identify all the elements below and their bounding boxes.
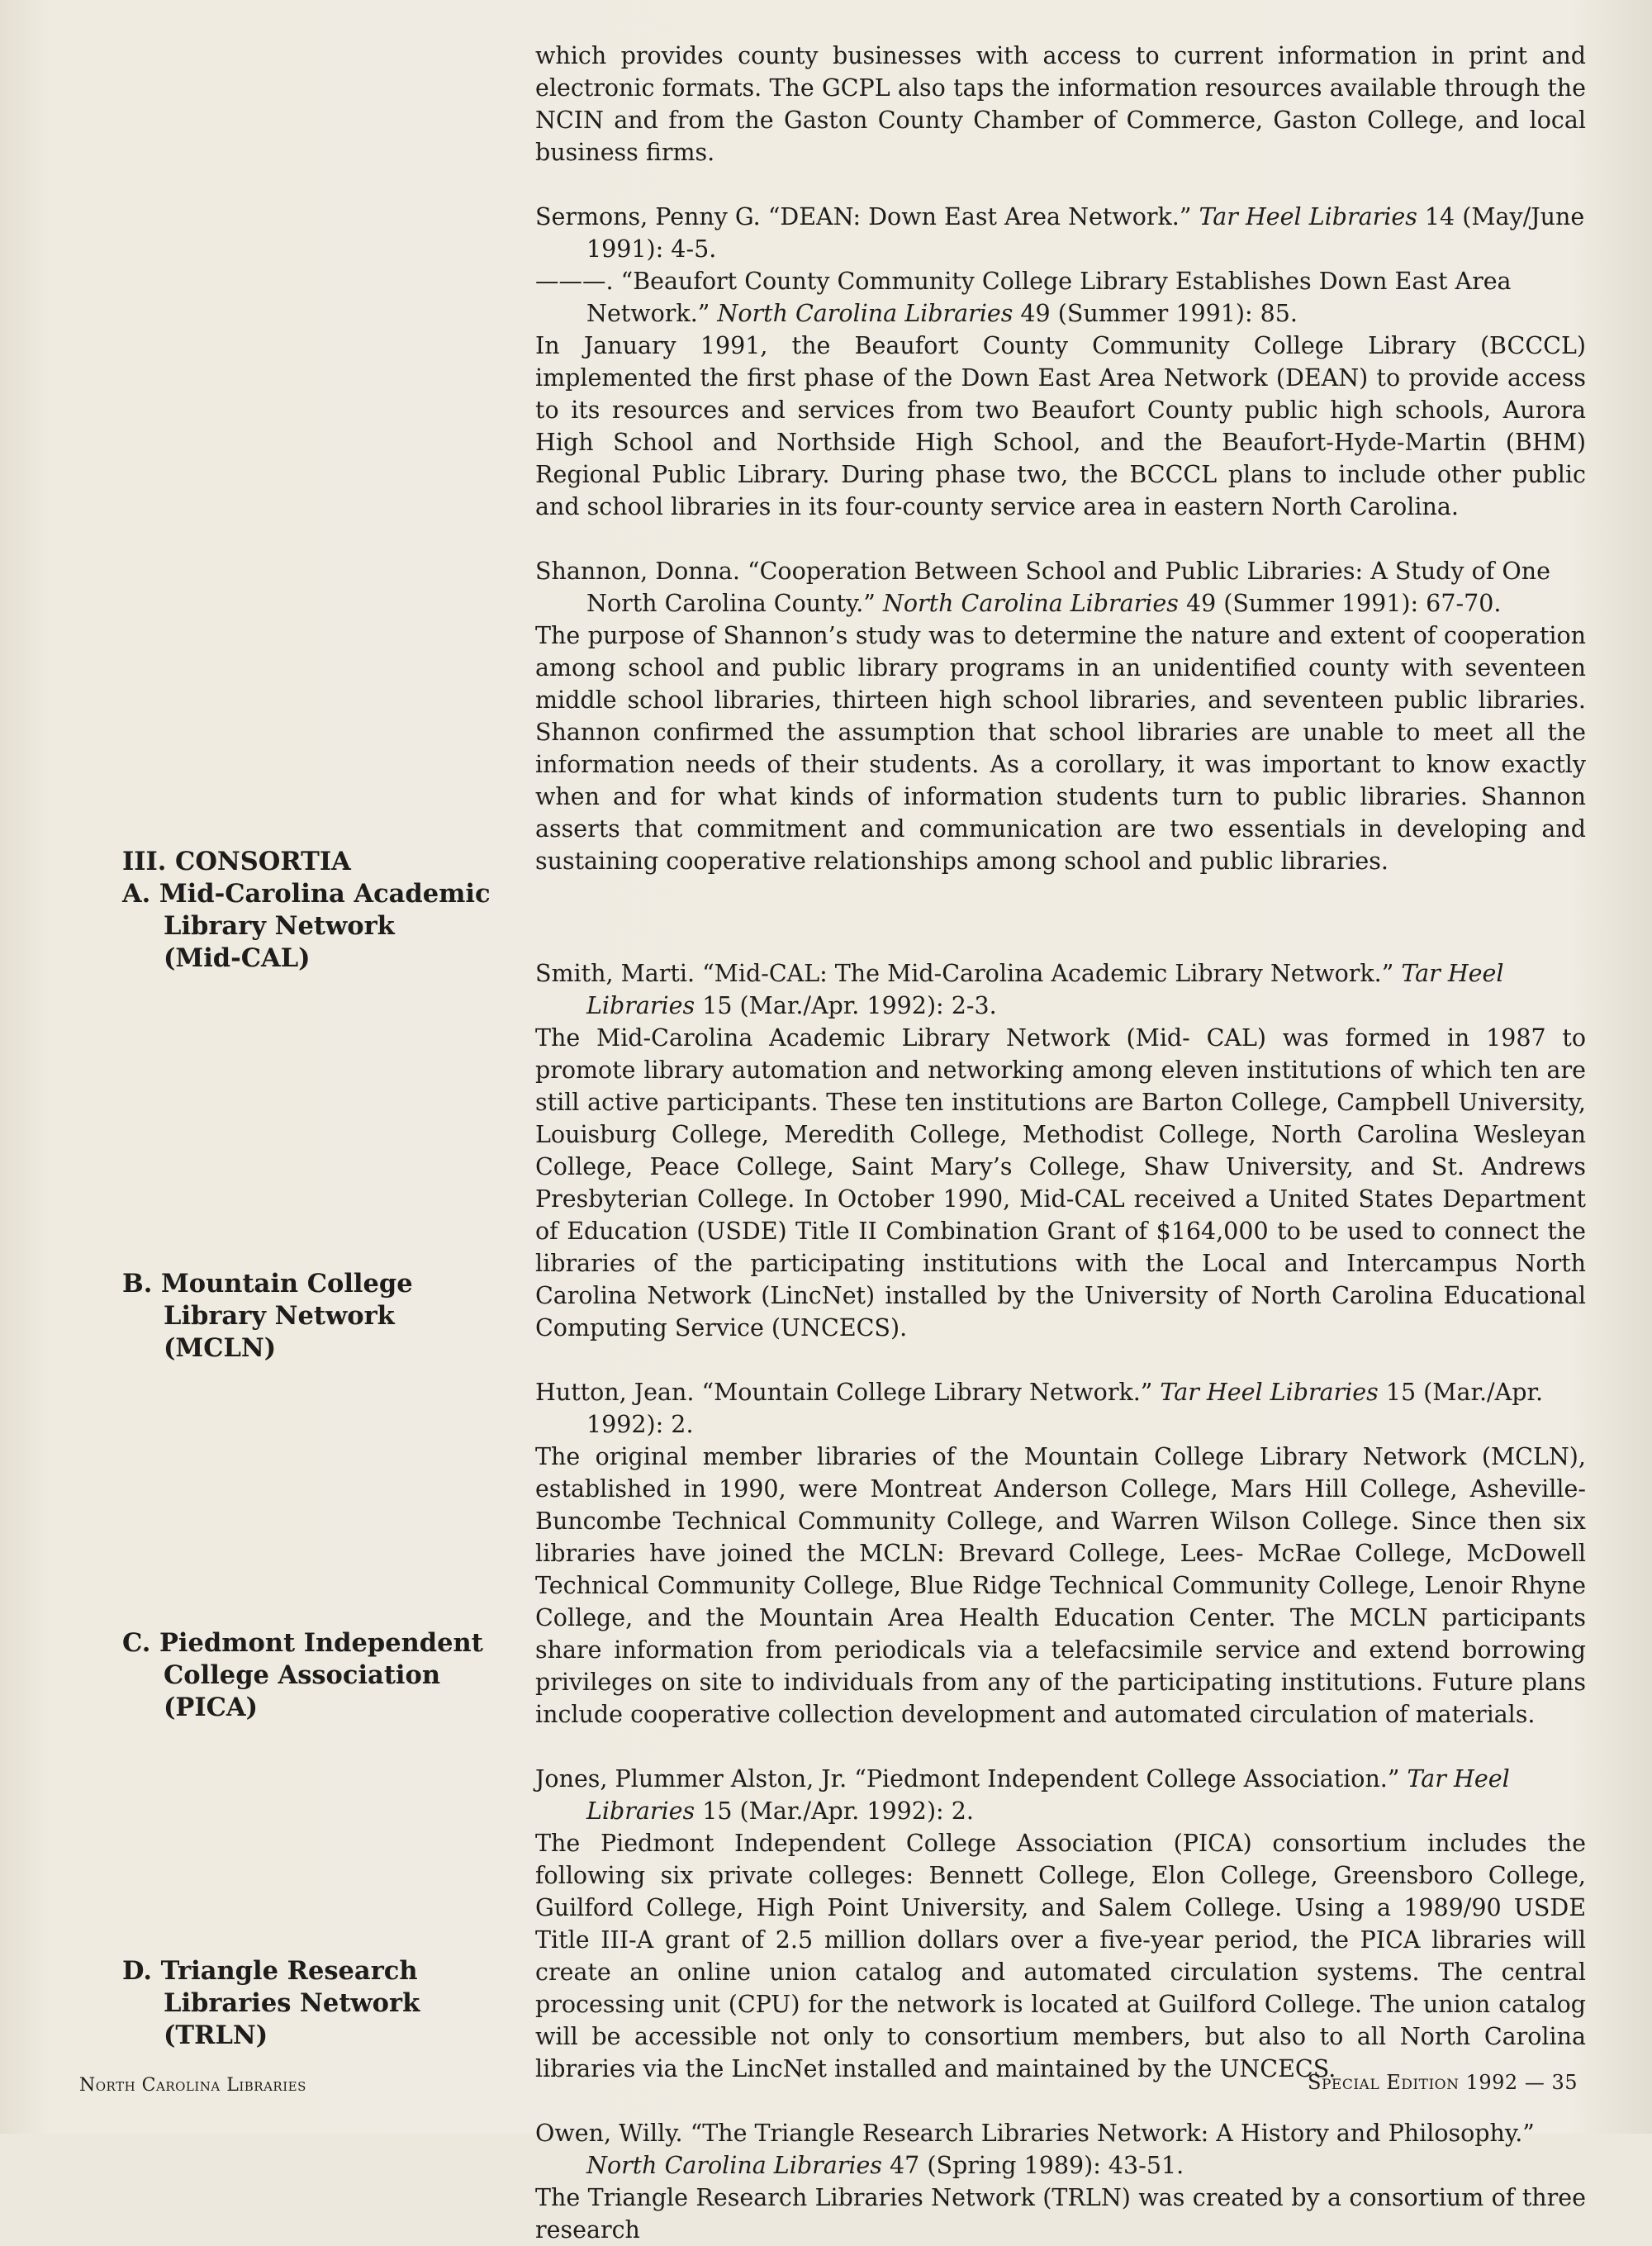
heading-mcln [122,1268,413,1365]
annotation-shannon: The purpose of Shannon’s study was to determine the nature and extent of cooperation among school and public library programs in an unidentified county with seventeen middle school libraries, thirteen high school libraries, and seventeen public libraries. Shannon confirmed the assumption that school libraries are unable to meet all the information needs of their students. As a corollary, it was important to know exactly when and for what kinds of information students turn to public libraries. Shannon asserts that commitment and communication are two essentials in developing and sustaining cooperative relationships among school and public libraries. [535,622,1586,875]
footer-page-info: Special Edition 1992 — 35 [1308,2071,1578,2094]
citation-jones: Jones, Plummer Alston, Jr. “Piedmont Independent College Association.” Tar Heel Libraries 15 (Mar./Apr. 1992): 2. [535,1765,1510,1825]
annotation-sermons: In January 1991, the Beaufort County Community College Library (BCCCL) implemented the first phase of the Down East Area Network (DEAN) to provide access to its resources and services from two Beaufort County public high schools, Aurora High School and Northside High School, and the Beaufort-Hyde-Martin (BHM) Regional Public Library. During phase two, the BCCCL plans to include other public and school libraries in its four-county service area in eastern North Carolina. [535,332,1586,520]
heading-line: College Association [164,1660,441,1690]
heading-line: D. Triangle Research [122,1956,418,1986]
annotation-hutton: The original member libraries of the Mountain College Library Network (MCLN), established in 1990, were Montreat Anderson College, Mars Hill College, Asheville-Buncombe Technical Community College, and Warren Wilson College. Since then six libraries have joined the MCLN: Brevard College, Lees- McRae College, McDowell Technical Community College, Blue Ridge Technical Community College, Lenoir Rhyne College, and the Mountain Area Health Education Center. The MCLN participants share information from periodicals via a telefacsimile service and extend borrowing privileges on site to individuals from any of the participating institutions. Future plans include cooperative collection development and automated circulation of materials. [535,1443,1586,1728]
main-column [535,40,1586,2246]
annotation-jones: The Piedmont Independent College Association (PICA) consortium includes the following six private colleges: Bennett College, Elon College, Greensboro College, Guilford College, High Point University, and Salem College. Using a 1989/90 USDE Title III-A grant of 2.5 million dollars over a five-year period, the PICA libraries will create an online union catalog and automated circulation systems. The central processing unit (CPU) for the network is located at Guilford College. The union catalog will be accessible not only to consortium members, but also to all North Carolina libraries via the LincNet installed and maintained by the UNCECS. [535,1830,1586,2082]
annotation-owen: The Triangle Research Libraries Network (TRLN) was created by a consortium of three research [535,2184,1586,2244]
heading-line: (Mid-CAL) [164,943,311,973]
heading-line: (MCLN) [164,1333,277,1363]
citation-sermons-2: ———. “Beaufort County Community College Library Establishes Down East Area Network.” North Carolina Libraries 49 (Summer 1991): 85. [535,268,1512,327]
footer-journal-name: North Carolina Libraries [79,2075,306,2096]
continuation-paragraph: which provides county businesses with access to current information in print and electronic formats. The GCPL also taps the information resources available through the NCIN and from the Gaston County Chamber of Commerce, Gaston College, and local business firms. [535,42,1586,166]
heading-trln [122,1955,420,2052]
heading-line: Library Network [164,1301,395,1331]
citation-owen: Owen, Willy. “The Triangle Research Libraries Network: A History and Philosophy.” North Carolina Libraries 47 (Spring 1989): 43-51. [535,2120,1535,2179]
heading-line: A. Mid-Carolina Academic [122,879,491,909]
citation-shannon: Shannon, Donna. “Cooperation Between School and Public Libraries: A Study of One North Carolina County.” North Carolina Libraries 49 (Summer 1991): 67-70. [535,558,1550,617]
heading-line: (PICA) [164,1693,259,1722]
section-heading: III. CONSORTIA [122,847,351,876]
citation-hutton: Hutton, Jean. “Mountain College Library Network.” Tar Heel Libraries 15 (Mar./Apr. 1992): 2. [535,1379,1544,1438]
heading-mid-cal [122,878,491,975]
annotation-smith: The Mid-Carolina Academic Library Network (Mid- CAL) was formed in 1987 to promote library automation and networking among eleven institutions of which ten are still active participants. These ten institutions are Barton College, Campbell University, Louisburg College, Meredith College, Methodist College, North Carolina Wesleyan College, Peace College, Saint Mary’s College, Shaw University, and St. Andrews Presbyterian College. In October 1990, Mid-CAL received a United States Department of Education (USDE) Title II Combination Grant of $164,000 to be used to connect the libraries of the participating institutions with the Local and Intercampus North Carolina Network (LincNet) installed by the University of North Carolina Educational Computing Service (UNCECS). [535,1024,1586,1341]
heading-line: Library Network [164,911,395,941]
heading-pica [122,1627,483,1724]
heading-line: Libraries Network [164,1988,420,2018]
heading-line: B. Mountain College [122,1269,413,1299]
heading-line: C. Piedmont Independent [122,1628,483,1658]
heading-line: (TRLN) [164,2020,268,2050]
citation-sermons-1: Sermons, Penny G. “DEAN: Down East Area Network.” Tar Heel Libraries 14 (May/June 1991): 4-5. [535,203,1585,263]
citation-smith: Smith, Marti. “Mid-CAL: The Mid-Carolina Academic Library Network.” Tar Heel Libraries 15 (Mar./Apr. 1992): 2-3. [535,960,1504,1019]
